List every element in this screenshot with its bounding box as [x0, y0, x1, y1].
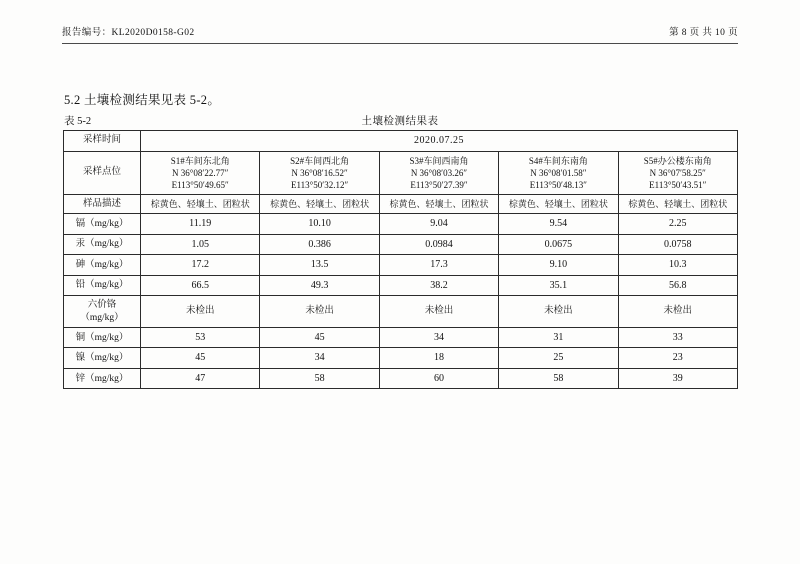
table-row	[64, 368, 738, 389]
table-cell: 58	[260, 368, 379, 389]
table-row-sample-points	[64, 151, 738, 194]
table-row	[64, 234, 738, 255]
table-cell: 38.2	[379, 275, 498, 296]
table-cell: 棕黄色、轻壤土、团粒状	[379, 194, 498, 213]
table-cell: 未检出	[141, 296, 260, 328]
page-number: 第 8 页 共 10 页	[669, 28, 738, 38]
table-cell: 17.2	[141, 255, 260, 276]
table-cell: 45	[260, 327, 379, 348]
table-cell: 9.04	[379, 214, 498, 235]
table-row	[64, 348, 738, 369]
sample-point-4: S4#车间东南角 N 36°08′01.58″ E113°50′48.13″	[499, 151, 618, 194]
section-title: 5.2 土壤检测结果见表 5-2。	[64, 93, 221, 107]
table-cell: 23	[618, 348, 737, 369]
soil-results-table	[63, 130, 738, 389]
row-label: 锌（mg/kg）	[64, 368, 141, 389]
table-row-sample-time	[64, 131, 738, 152]
table-cell: 棕黄色、轻壤土、团粒状	[260, 194, 379, 213]
table-cell: 34	[260, 348, 379, 369]
table-cell: 1.05	[141, 234, 260, 255]
row-label: 六价铬 （mg/kg）	[64, 296, 141, 328]
table-cell: 未检出	[379, 296, 498, 328]
row-label: 镍（mg/kg）	[64, 348, 141, 369]
table-cell: 66.5	[141, 275, 260, 296]
table-cell: 31	[499, 327, 618, 348]
table-cell: 棕黄色、轻壤土、团粒状	[141, 194, 260, 213]
row-label: 铅（mg/kg）	[64, 275, 141, 296]
page-header	[62, 24, 738, 41]
table-cell: 49.3	[260, 275, 379, 296]
sample-point-3: S3#车间西南角 N 36°08′03.26″ E113°50′27.39″	[379, 151, 498, 194]
table-cell: 9.54	[499, 214, 618, 235]
sample-point-1: S1#车间东北角 N 36°08′22.77″ E113°50′49.65″	[141, 151, 260, 194]
table-row	[64, 255, 738, 276]
table-cell: 未检出	[618, 296, 737, 328]
table-cell: 39	[618, 368, 737, 389]
table-cell: 47	[141, 368, 260, 389]
table-cell: 0.0984	[379, 234, 498, 255]
table-cell: 25	[499, 348, 618, 369]
row-label: 汞（mg/kg）	[64, 234, 141, 255]
table-body	[64, 131, 738, 389]
table-cell: 11.19	[141, 214, 260, 235]
header-divider	[62, 43, 738, 44]
table-cell: 34	[379, 327, 498, 348]
table-cell: 45	[141, 348, 260, 369]
sample-point-2: S2#车间西北角 N 36°08′16.52″ E113°50′32.12″	[260, 151, 379, 194]
table-number: 表 5-2	[64, 116, 92, 127]
table-cell: 13.5	[260, 255, 379, 276]
row-label-sample-time: 采样时间	[64, 131, 141, 152]
table-cell: 60	[379, 368, 498, 389]
table-cell: 10.3	[618, 255, 737, 276]
sample-time-value: 2020.07.25	[141, 131, 738, 152]
table-cell: 0.0675	[499, 234, 618, 255]
table-cell: 35.1	[499, 275, 618, 296]
row-label-sample-points: 采样点位	[64, 151, 141, 194]
table-row	[64, 194, 738, 213]
table-cell: 17.3	[379, 255, 498, 276]
table-cell: 0.0758	[618, 234, 737, 255]
table-cell: 10.10	[260, 214, 379, 235]
table-row	[64, 327, 738, 348]
table-cell: 0.386	[260, 234, 379, 255]
table-cell: 棕黄色、轻壤土、团粒状	[499, 194, 618, 213]
table-cell: 56.8	[618, 275, 737, 296]
row-label: 铜（mg/kg）	[64, 327, 141, 348]
table-title: 土壤检测结果表	[361, 116, 439, 127]
table-cell: 53	[141, 327, 260, 348]
row-label: 镉（mg/kg）	[64, 214, 141, 235]
table-cell: 9.10	[499, 255, 618, 276]
report-number: 报告编号：KL2020D0158-G02	[62, 28, 195, 38]
table-cell: 18	[379, 348, 498, 369]
table-row	[64, 275, 738, 296]
table-cell: 未检出	[499, 296, 618, 328]
table-row	[64, 214, 738, 235]
table-cell: 棕黄色、轻壤土、团粒状	[618, 194, 737, 213]
table-cell: 2.25	[618, 214, 737, 235]
table-cell: 58	[499, 368, 618, 389]
sample-point-5: S5#办公楼东南角 N 36°07′58.25″ E113°50′43.51″	[618, 151, 737, 194]
row-label: 砷（mg/kg）	[64, 255, 141, 276]
row-label: 样品描述	[64, 194, 141, 213]
table-cell: 未检出	[260, 296, 379, 328]
table-cell: 33	[618, 327, 737, 348]
table-row	[64, 296, 738, 328]
